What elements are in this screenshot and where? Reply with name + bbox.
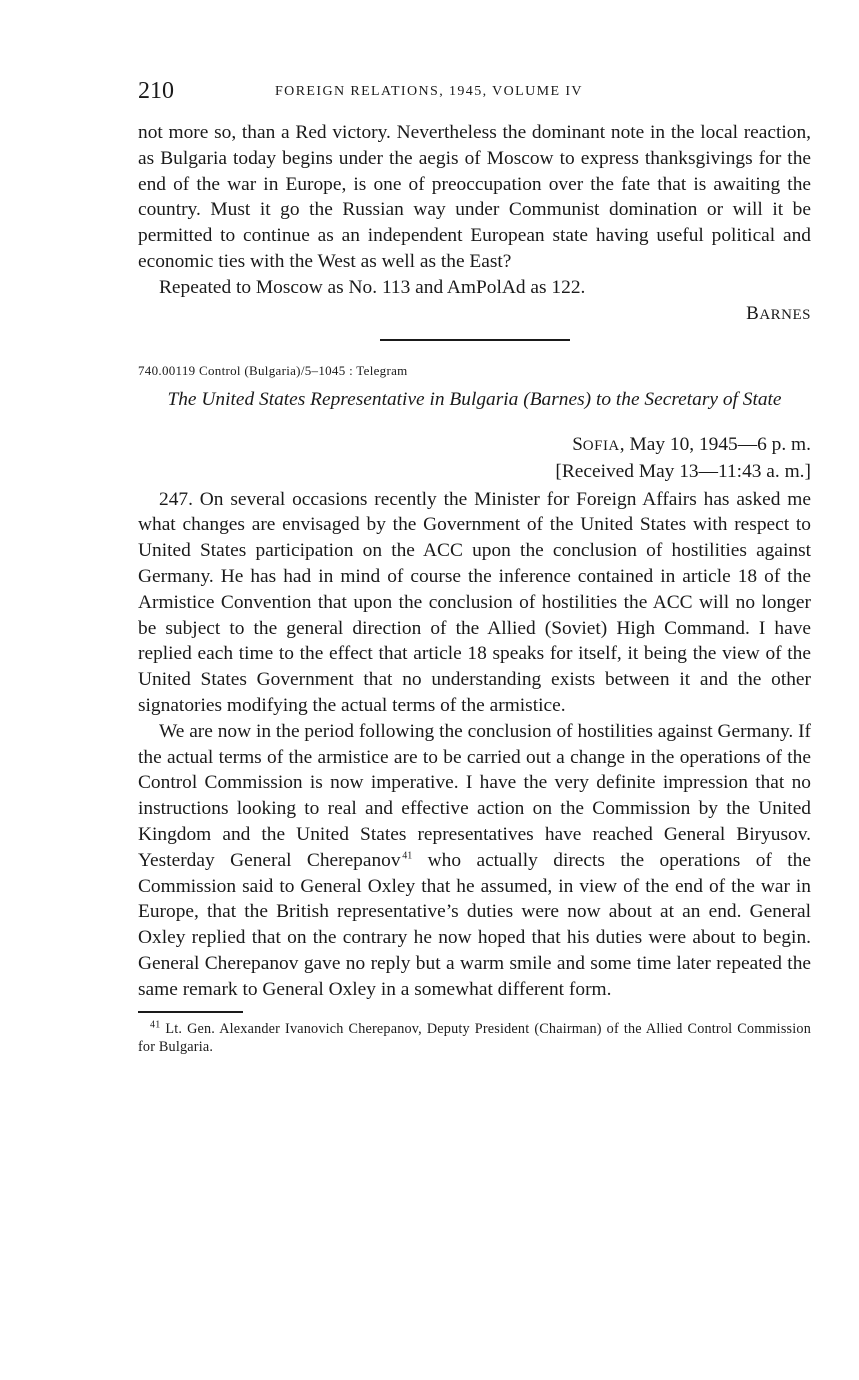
document-title-part1: The United States Representative in Bulgaria (167, 388, 524, 410)
signature-rest: ARNES (759, 306, 811, 323)
document-title-part2: to the Secretary of State (591, 388, 782, 410)
footnote-divider (138, 1011, 243, 1013)
dateline-place-initial: S (572, 433, 583, 455)
received-line: [Received May 13—11:43 a. m.] (555, 460, 811, 482)
repeated-line: Repeated to Moscow as No. 113 and AmPolAd as 122. (159, 276, 586, 298)
running-head (138, 76, 811, 108)
paragraph-2-after-note: who actually directs the operations of the Commission said to General Oxley that he assumed, in view of the end of the war in Europe, that the British representative’s duties were now about at an end. General Oxley replied that on the contrary he now hoped that his duties were about to begin. General Cherepanov gave no reply but a warm smile and some time later repeated the same remark to General Oxley in a somewhat different form. (138, 849, 811, 1000)
footnote (138, 1020, 811, 1056)
dateline-date: , May 10, 1945—6 p. m. (619, 433, 811, 455)
running-head-title: FOREIGN RELATIONS, 1945, VOLUME IV (275, 84, 583, 99)
continued-paragraph: not more so, than a Red victory. Nevertheless the dominant note in the local reaction, as Bulgaria today begins under the aegis of Moscow to express thanksgivings for the end of the war in Europe, is one of preoccupation over the fate that is awaiting the country. Must it go the Russian way under Communist domination or will it be permitted to continue as an independent European state having useful political and economic ties with the West as well as the East? (138, 122, 811, 272)
document-page (138, 76, 811, 1070)
footnote-text: Lt. Gen. Alexander Ivanovich Cherepanov, Deputy President (Chairman) of the Allied Control Commission for Bulgaria. (138, 1020, 811, 1055)
signature (138, 303, 811, 326)
dateline (138, 432, 811, 459)
footnote-reference[interactable]: 41 (402, 850, 413, 862)
signature-initial: B (746, 302, 760, 324)
footnote-marker: 41 (150, 1018, 161, 1030)
section-divider (380, 339, 570, 341)
telegram-paragraph-2 (138, 719, 811, 1003)
document-title (138, 387, 811, 412)
dateline-place-rest: OFIA (582, 437, 620, 454)
file-reference: 740.00119 Control (Bulgaria)/5–1045 : Telegram (138, 362, 408, 378)
page-number: 210 (138, 78, 174, 104)
document-title-paren: (Barnes) (523, 388, 592, 410)
paragraph-2-before-note: We are now in the period following the conclusion of hostilities against Germany. If the actual terms of the armistice are to be carried out a change in the operations of the Control Commission is now imperative. I have the very definite impression that no instructions looking to real and effective action on the Commission by the United Kingdom and the United States representatives have reached General Biryusov. Yesterday General Cherepanov (138, 720, 811, 871)
telegram-paragraph-1: 247. On several occasions recently the Minister for Foreign Affairs has asked me what changes are envisaged by the Government of the United States with respect to United States participation on the ACC upon the conclusion of hostilities against Germany. He has had in mind of course the inference contained in article 18 of the Armistice Convention that upon the conclusion of hostilities the ACC will no longer be subject to the general direction of the Allied (Soviet) High Command. I have replied each time to the effect that article 18 speaks for itself, it being the view of the United States Government that no understanding exists between it and the other signatories modifying the actual terms of the armistice. (138, 488, 811, 716)
